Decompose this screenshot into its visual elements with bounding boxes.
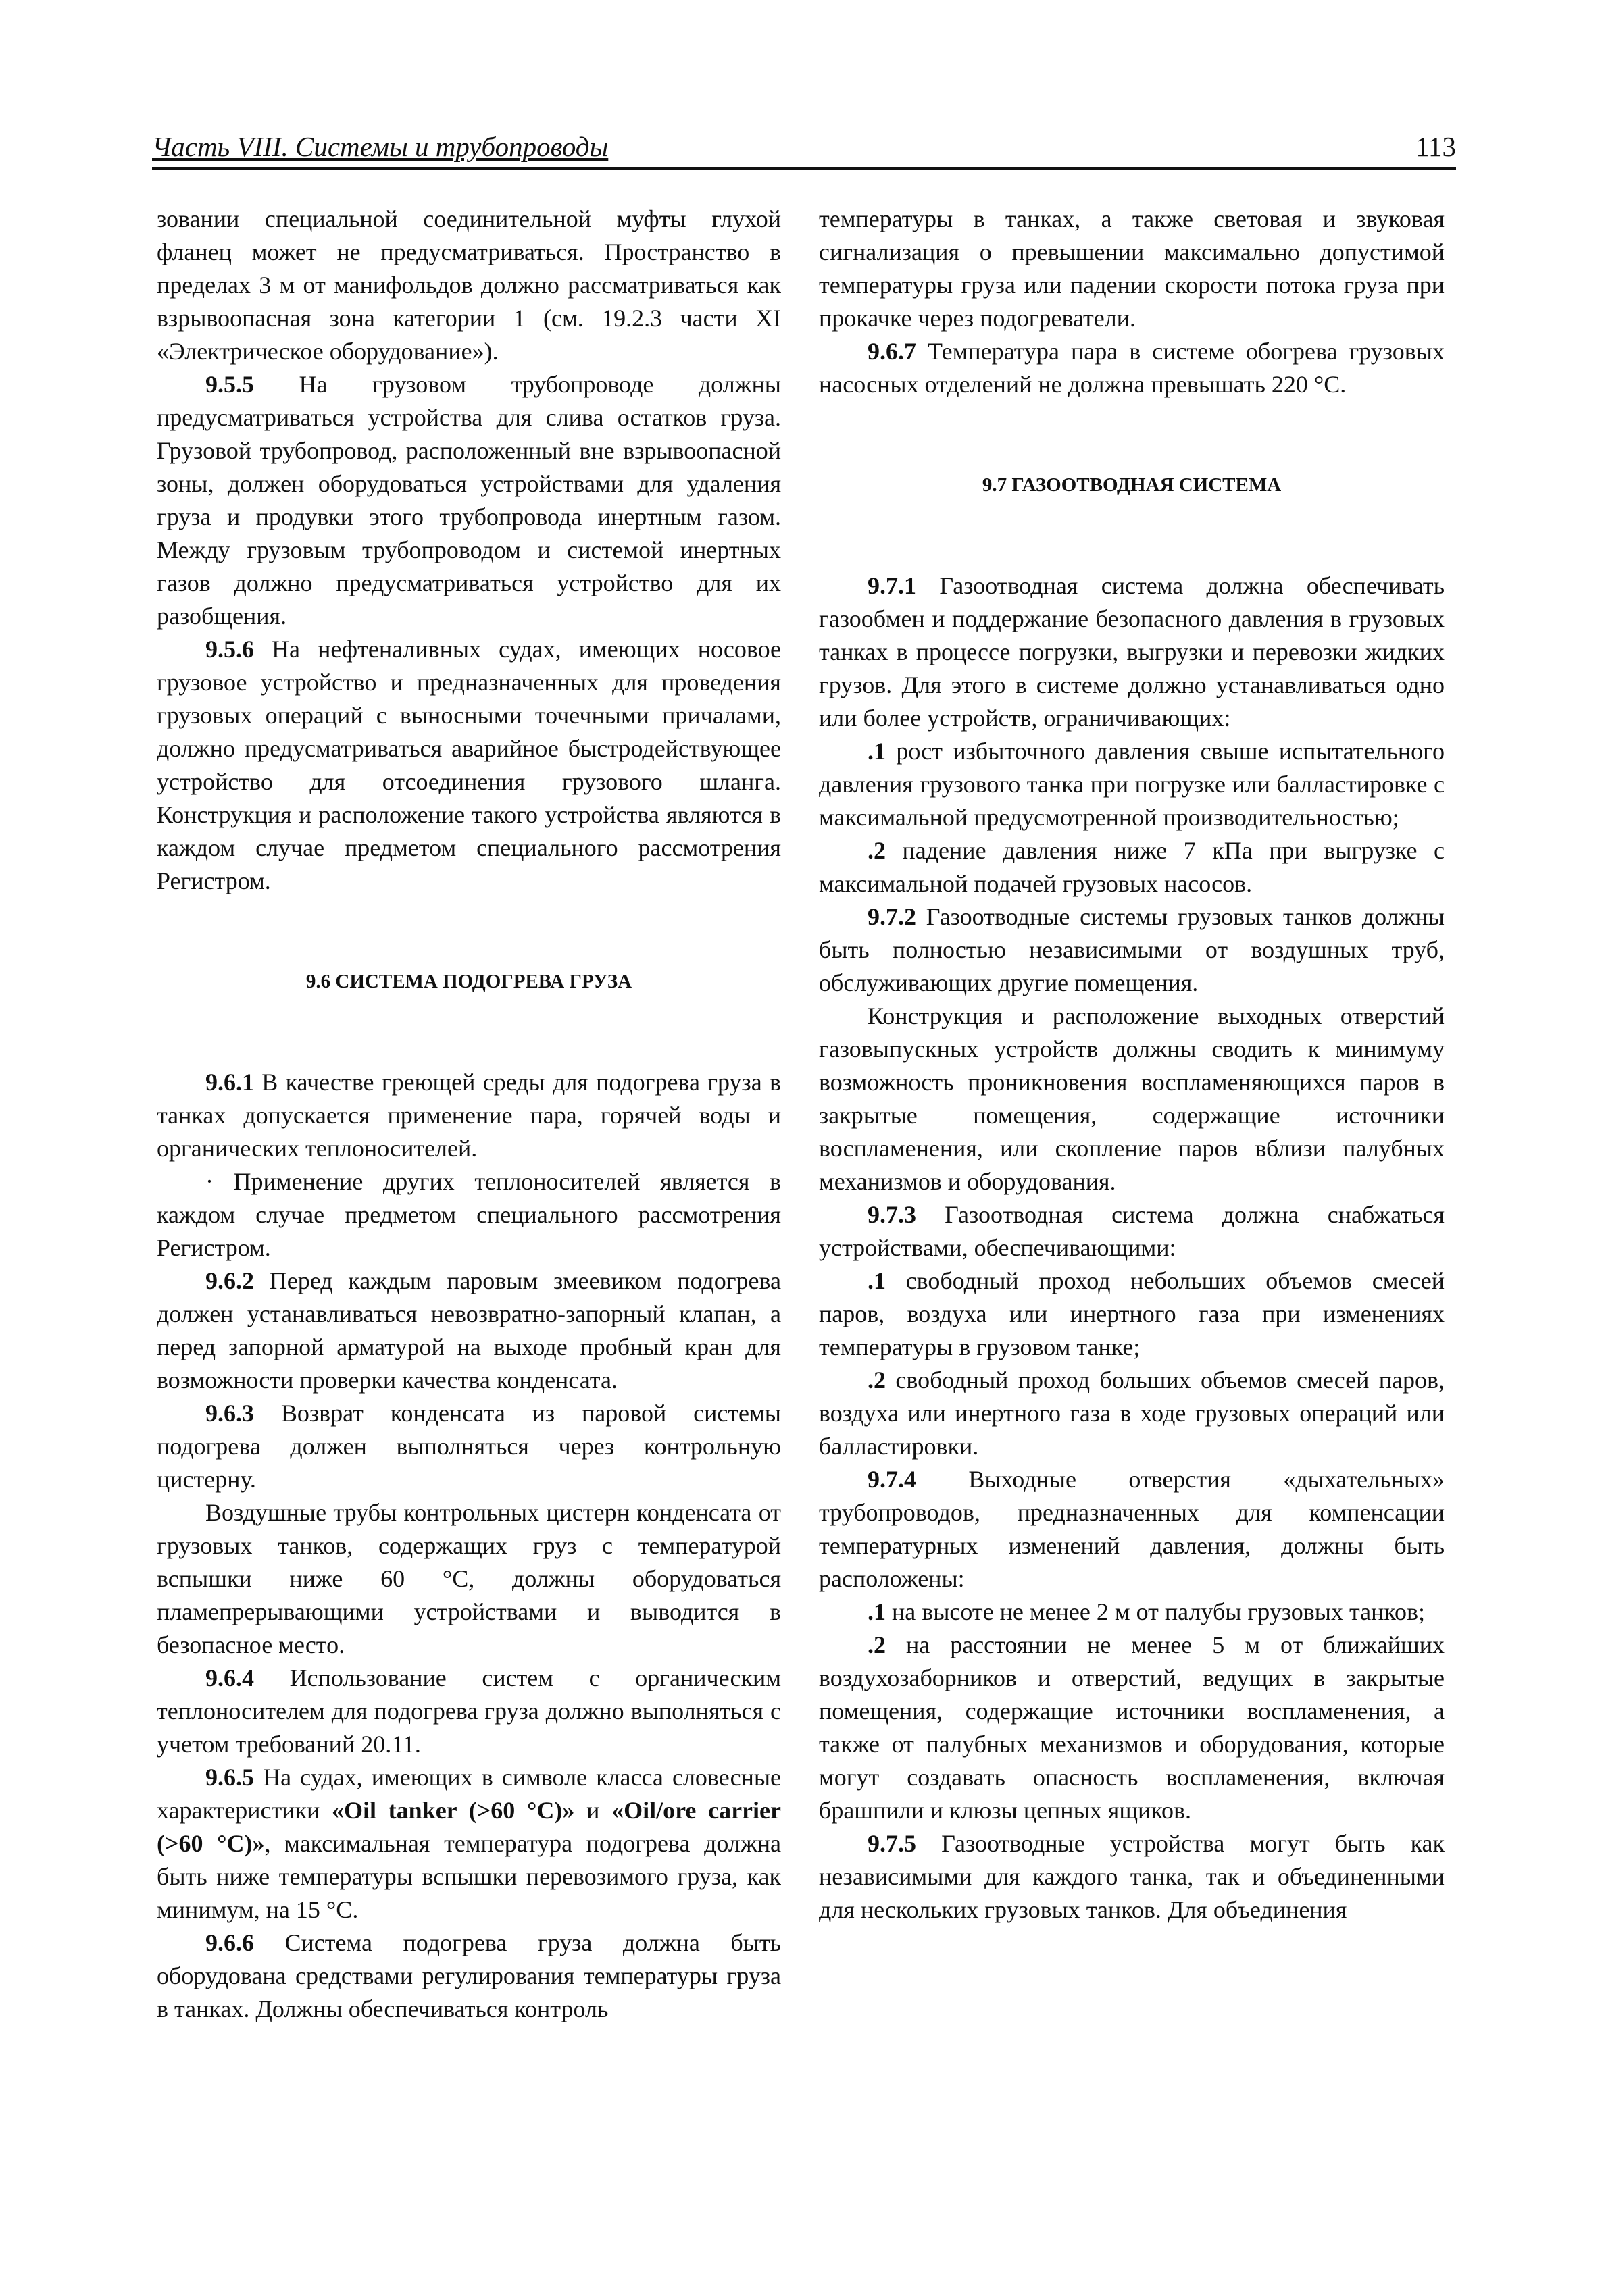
paragraph-9-7-2 xyxy=(819,900,1445,1000)
clause-number: 9.5.5 xyxy=(205,371,254,398)
paragraph: · Применение других теплоносителей является в каждом случае предметом специального рассмотрения Регистром. xyxy=(157,1168,781,1261)
running-title: Часть VIII. Системы и трубопроводы xyxy=(152,131,609,162)
clause-number: 9.5.6 xyxy=(205,636,254,663)
clause-number: 9.6.3 xyxy=(205,1400,254,1427)
paragraph-text: падение давления ниже 7 кПа при выгрузке с максимальной подачей грузовых насосов. xyxy=(819,837,1445,897)
page-header xyxy=(152,125,1456,170)
paragraph-text: Использование систем с органическим теплоносителем для подогрева груза должно выполняться с учетом требований 20.11. xyxy=(157,1664,781,1758)
list-item xyxy=(819,735,1445,834)
paragraph-text: Система подогрева груза должна быть оборудована средствами регулирования температуры груза в танках. Должны обеспечиваться контроль xyxy=(157,1929,781,2022)
item-number: .2 xyxy=(868,837,886,864)
paragraph-9-5-6 xyxy=(157,633,781,898)
paragraph: температуры в танках, а также световая и звуковая сигнализация о превышении максимально допустимой температуры груза или падении скорости потока груза при прокачке через подогреватели. xyxy=(819,205,1445,332)
clause-number: 9.7.4 xyxy=(868,1466,916,1493)
item-number: .1 xyxy=(868,738,886,765)
clause-number: 9.6.5 xyxy=(205,1764,254,1791)
paragraph-text: , максимальная температура подогрева должна быть ниже температуры вспышки перевозимого груза, как минимум, на 15 °С. xyxy=(157,1830,782,1923)
list-item xyxy=(819,834,1445,900)
paragraph-text: В качестве греющей среды для подогрева груза в танках допускается применение пара, горячей воды и органических теплоносителей. xyxy=(157,1069,781,1162)
item-number: .2 xyxy=(868,1367,886,1394)
paragraph-9-7-5 xyxy=(819,1827,1445,1927)
clause-number: 9.7.1 xyxy=(868,572,916,599)
paragraph-9-6-7 xyxy=(819,335,1445,401)
item-number: .2 xyxy=(868,1631,886,1658)
paragraph-9-5-5 xyxy=(157,368,781,633)
clause-number: 9.6.2 xyxy=(205,1267,254,1294)
page-number: 113 xyxy=(1415,131,1456,162)
paragraph: Конструкция и расположение выходных отверстий газовыпускных устройств должны сводить к минимуму возможность проникновения воспламеняющихся паров в закрытые помещения, содержащие источники воспламенения, или скопление паров вблизи палубных механизмов и оборудования. xyxy=(819,1002,1445,1195)
list-item xyxy=(819,1364,1445,1463)
paragraph-text: рост избыточного давления свыше испытательного давления грузового танка при погрузке или балластировке с максимальной предусмотренной производительностью; xyxy=(819,738,1445,831)
paragraph-text: На судах, имеющих в символе класса словесные характеристики xyxy=(157,1764,781,1824)
paragraph-9-7-3 xyxy=(819,1198,1445,1265)
left-column xyxy=(157,203,781,2026)
paragraph: Воздушные трубы контрольных цистерн конденсата от грузовых танков, содержащих груз с температурой вспышки ниже 60 °С, должны оборудоваться пламепрерывающими устройствами и выводится в безопасное место. xyxy=(157,1499,781,1658)
clause-number: 9.6.1 xyxy=(205,1069,254,1096)
clause-number: 9.7.2 xyxy=(868,903,916,930)
paragraph-text: Газоотводные системы грузовых танков должны быть полностью независимыми от воздушных труб, обслуживающих другие помещения. xyxy=(819,903,1445,996)
list-item xyxy=(819,1596,1445,1629)
paragraph-9-7-4 xyxy=(819,1463,1445,1596)
paragraph-text: свободный проход небольших объемов смесей паров, воздуха или инертного газа при изменениях температуры в грузовом танке; xyxy=(819,1267,1445,1360)
list-item xyxy=(819,1629,1445,1827)
item-number: .1 xyxy=(868,1267,886,1294)
class-notation: «Oil/ore carrier (>60 °C)» xyxy=(157,1797,781,1857)
paragraph-9-6-2 xyxy=(157,1265,781,1397)
clause-number: 9.6.6 xyxy=(205,1929,254,1956)
right-column xyxy=(819,203,1445,1927)
paragraph-9-6-4 xyxy=(157,1662,781,1761)
clause-number: 9.7.5 xyxy=(868,1830,916,1857)
paragraph-9-6-1 xyxy=(157,1066,781,1165)
list-item xyxy=(819,1265,1445,1364)
paragraph-text: и xyxy=(574,1797,612,1824)
class-notation: «Oil tanker (>60 °C)» xyxy=(331,1797,575,1824)
paragraph-9-7-1 xyxy=(819,569,1445,735)
paragraph-text: на высоте не менее 2 м от палубы грузовых танков; xyxy=(886,1598,1426,1625)
paragraph-text: Перед каждым паровым змеевиком подогрева должен устанавливаться невозвратно-запорный клапан, а перед запорной арматурой на выходе пробный кран для возможности проверки качества конденсата. xyxy=(157,1267,781,1394)
paragraph-text: Газоотводные устройства могут быть как независимыми для каждого танка, так и объединенными для нескольких грузовых танков. Для объединения xyxy=(819,1830,1445,1923)
paragraph-9-6-3 xyxy=(157,1397,781,1496)
paragraph-text: Выходные отверстия «дыхательных» трубопроводов, предназначенных для компенсации температурных изменений давления, должны быть расположены: xyxy=(819,1466,1445,1592)
paragraph-text: На грузовом трубопроводе должны предусматриваться устройства для слива остатков груза. Грузовой трубопровод, расположенный вне взрывоопасной зоны, должен оборудоваться устройствами для удаления груза и продувки этого трубопровода инертным газом. Между грузовым трубопроводом и системой инертных газов должно предусматриваться устройство для их разобщения. xyxy=(157,371,781,630)
clause-number: 9.7.3 xyxy=(868,1201,916,1228)
paragraph: зовании специальной соединительной муфты глухой фланец может не предусматриваться. Пространство в пределах 3 м от манифольдов должно рассматриваться как взрывоопасная зона категории 1 (см. 19.2.3 части XI «Электрическое оборудование»). xyxy=(157,205,781,365)
paragraph-9-6-6 xyxy=(157,1927,781,2026)
paragraph-text: На нефтеналивных судах, имеющих носовое грузовое устройство и предназначенных для проведения грузовых операций с выносными точечными причалами, должно предусматриваться аварийное быстродействующее устройство для отсоединения грузового шланга. Конструкция и расположение такого устройства являются в каждом случае предметом специального рассмотрения Регистром. xyxy=(157,636,781,894)
item-number: .1 xyxy=(868,1598,886,1625)
paragraph-text: на расстоянии не менее 5 м от ближайших воздухозаборников и отверстий, ведущих в закрытые помещения, содержащие источники воспламенения, а также от палубных механизмов и оборудования, которые могут создавать опасность воспламенения, включая брашпили и клюзы цепных ящиков. xyxy=(819,1631,1445,1824)
paragraph-9-6-5 xyxy=(157,1761,781,1927)
paragraph-text: Возврат конденсата из паровой системы подогрева должен выполняться через контрольную цистерну. xyxy=(157,1400,781,1493)
section-heading-9-6: 9.6 СИСТЕМА ПОДОГРЕВА ГРУЗА xyxy=(305,971,632,992)
paragraph-text: Газоотводная система должна обеспечивать газообмен и поддержание безопасного давления в грузовых танках в процессе погрузки, выгрузки и перевозки жидких грузов. Для этого в системе должно устанавливаться одно или более устройств, ограничивающих: xyxy=(819,572,1445,732)
clause-number: 9.6.4 xyxy=(205,1664,254,1691)
paragraph-text: свободный проход больших объемов смесей паров, воздуха или инертного газа в ходе грузовых операций или балластировки. xyxy=(819,1367,1445,1460)
paragraph-text: Температура пара в системе обогрева грузовых насосных отделений не должна превышать 220 °С. xyxy=(819,338,1445,398)
section-heading-9-7: 9.7 ГАЗООТВОДНАЯ СИСТЕМА xyxy=(982,474,1282,496)
paragraph-text: Газоотводная система должна снабжаться устройствами, обеспечивающими: xyxy=(819,1201,1445,1261)
clause-number: 9.6.7 xyxy=(868,338,916,365)
